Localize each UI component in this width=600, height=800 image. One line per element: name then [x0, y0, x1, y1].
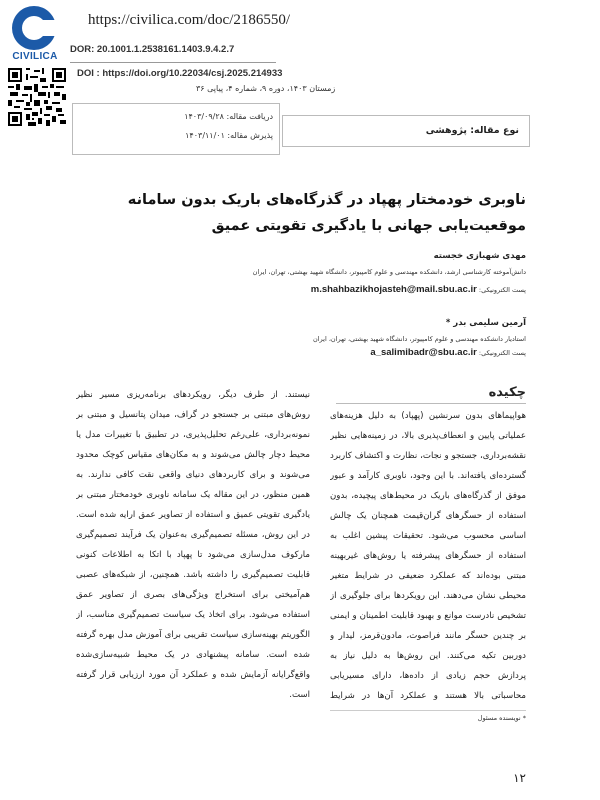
email-label: پست الکترونیکی: [478, 286, 526, 294]
received-date: دریافت مقاله: ۱۴۰۳/۰۹/۲۸ [184, 112, 273, 121]
email-label: پست الکترونیکی: [478, 349, 526, 357]
author-affiliation: استادیار دانشکده مهندسی و علوم کامپیوتر، دانشگاه شهید بهشتی، تهران، ایران [312, 335, 526, 343]
author-email-row [311, 284, 526, 295]
issue-info: زمستان ۱۴۰۳، دوره ۹، شماره ۴، پیاپی ۳۶ [196, 84, 336, 93]
dor-line: DOR: 20.1001.1.2538161.1403.9.4.2.7 [70, 44, 235, 55]
author-email[interactable]: a_salimibadr@sbu.ac.ir [370, 347, 477, 358]
document-url[interactable]: https://civilica.com/doc/2186550/ [88, 12, 291, 28]
doi-link[interactable]: DOI : https://doi.org/10.22034/csj.2025.214933 [77, 68, 283, 79]
author-name: آرمین سلیمی بدر * [445, 318, 526, 328]
author-affiliation: دانش‌آموخته کارشناسی ارشد، دانشکده مهندسی و علوم کامپیوتر، دانشگاه شهید بهشتی، تهران، ایران [252, 268, 526, 276]
abstract-divider [336, 403, 526, 404]
accepted-date: پذیرش مقاله: ۱۴۰۳/۱۱/۰۱ [185, 131, 273, 140]
article-type: نوع مقاله: پژوهشی [425, 125, 519, 136]
dates-box [72, 103, 280, 155]
author-name: مهدی شهبازی خجسته [433, 251, 526, 261]
paper-title: ناوبری خودمختار پهپاد در گذرگاه‌های باریک بدون سامانه موقعیت‌یابی جهانی با یادگیری تقویتی عمیق [127, 192, 526, 234]
qr-code-icon [8, 68, 66, 126]
article-type-box [282, 115, 530, 147]
civilica-logo[interactable] [6, 6, 64, 68]
abstract-heading: چکیده [488, 385, 526, 400]
author-email-row [370, 347, 526, 358]
header-divider [70, 62, 276, 63]
author-email[interactable]: m.shahbazikhojasteh@mail.sbu.ac.ir [310, 284, 477, 295]
footnote-divider [330, 710, 526, 711]
footnote: * نویسنده مسئول [477, 714, 526, 722]
page-number: ۱۲ [513, 771, 526, 785]
abstract-column-2: نیستند. از طرف دیگر، رویکردهای برنامه‌ریزی مسیر نظیر روش‌های مبتنی بر جستجو در گراف، میدان پتانسیل و مبتنی بر نمونه‌برداری، علی‌رغم تحلیل‌پذیری، در تطبیق با تغییرات مدل یا محیط دچار چالش می‌شوند و به مکان‌های مقیاس کوچک محدود می‌شوند و برای کاربردهای دنیای واقعی نقت کافی ندارند. به همین منظور، در این مقاله یک سامانه ناوبری خودمختار مبتنی بر یادگیری تقویتی عمیق و استفاده از تصاویر عمق ارایه شده است. در این روش، مسئله تصمیم‌گیری به‌عنوان یک فرآیند تصمیم‌گیری مارکوف مدل‌سازی می‌شود تا پهپاد با اتکا به اطلاعات کنونی قابلیت تصمیم‌گیری را داشته باشد. همچنین، از شبکه‌های عصبی هم‌آمیختی برای استخراج ویژگی‌های بصری از تصاویر عمق استفاده می‌شود. برای اتخاذ یک سیاست تصمیم‌گیری مناسب، از الگوریتم بهینه‌سازی سیاست تقریبی برای آموزش مدل بهره گرفته شده است. سامانه پیشنهادی در یک محیط شبیه‌سازی‌شده واقع‌گرایانه آزمایش شده و عملکرد آن مورد ارزیابی قرار گرفته است. [76, 390, 310, 700]
logo-text: CIVILICA [12, 51, 58, 62]
abstract-column-1: هواپیماهای بدون سرنشین (پهپاد) به دلیل هزینه‌های عملیاتی پایین و انعطاف‌پذیری بالا، در زمینه‌هایی نظیر نقشه‌برداری، جستجو و نجات، نظارت و اکتشاف کاربرد گسترده‌ای یافته‌اند. با این وجود، ناوبری کارآمد و عبور موفق از گذرگاه‌های باریک در محیط‌های پیچیده، بدون استفاده از حسگرهای گران‌قیمت همچنان یک چالش اساسی محسوب می‌شود. تحقیقات پیشین اغلب به استفاده از حسگرهای پیشرفته یا روش‌های غیربهینه مبتنی بوده‌اند که عملکرد ضعیفی در شرایط متغیر محیطی نشان می‌دهند. این رویکردها برای جلوگیری از تشخیص نادرست موانع و بهبود قابلیت اطمینان و ایمنی بر چندین حسگر مانند فراصوت، مادون‌قرمز، لیدار و دوربین تکیه می‌کنند. این روش‌ها به دلیل نیاز به پردازش حجم زیادی از داده‌ها، دارای مسیریابی محاسباتی بالا هستند و عملکرد آن‌ها در شرایط [330, 411, 526, 701]
